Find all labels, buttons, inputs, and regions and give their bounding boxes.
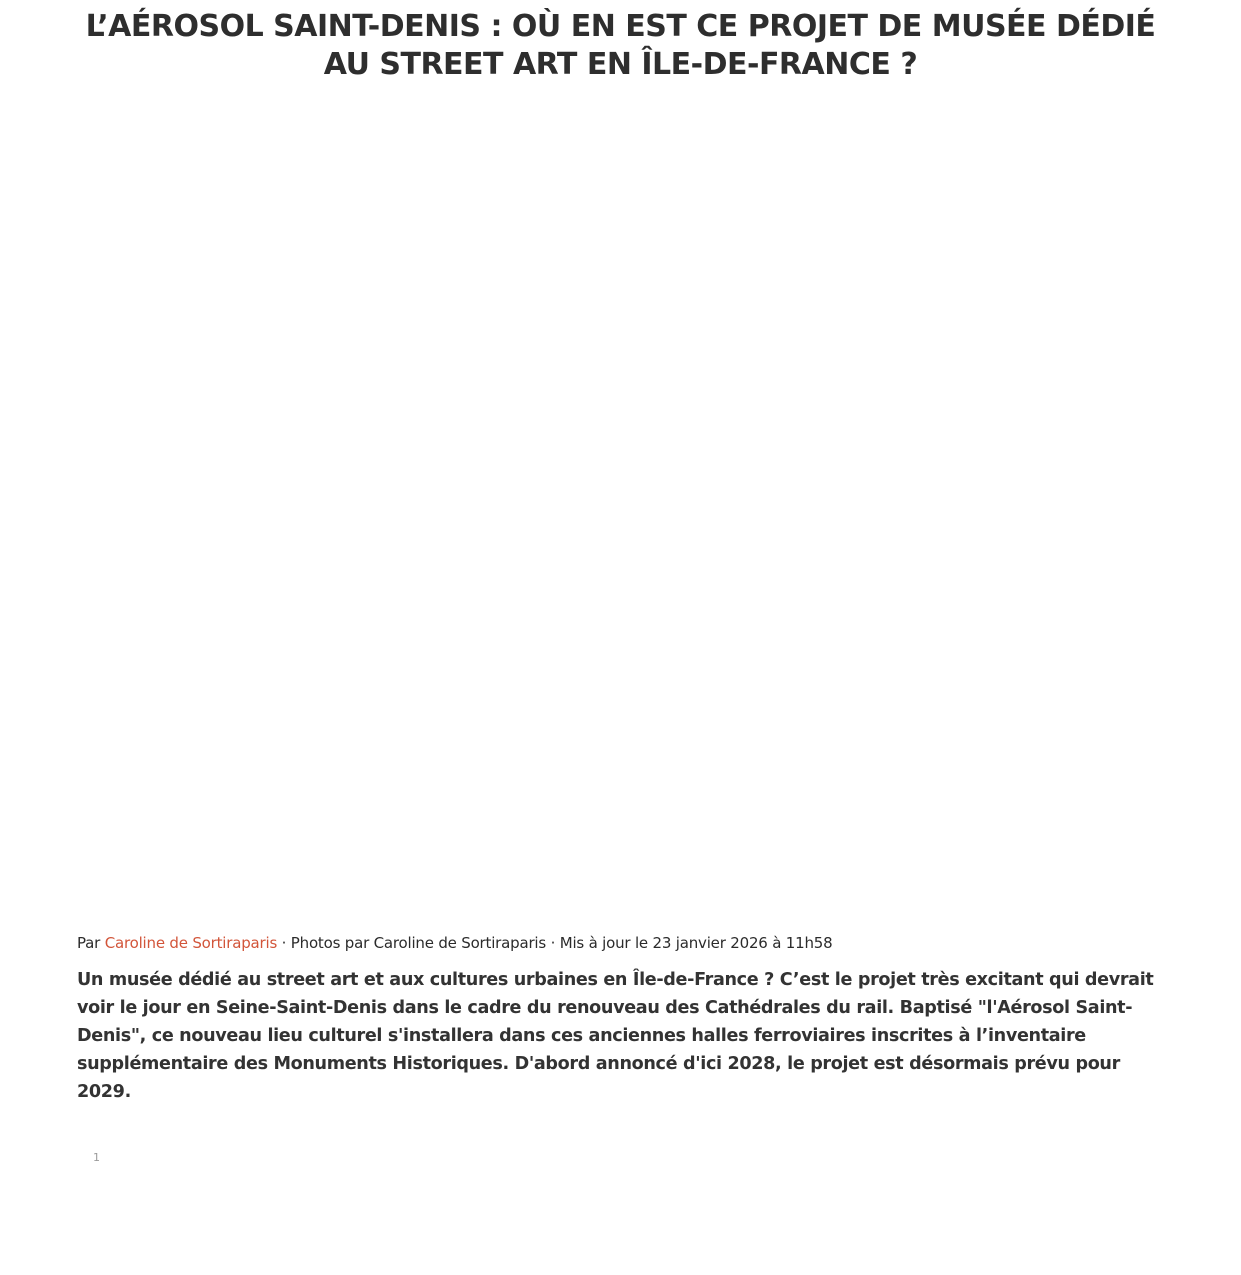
author-link[interactable]: Caroline de Sortiraparis [104, 934, 278, 952]
article-byline [77, 932, 1167, 954]
hero-image [77, 110, 1164, 910]
byline-separator: · [277, 934, 291, 952]
article-title: L’AÉROSOL SAINT-DENIS : OÙ EN EST CE PROJET DE MUSÉE DÉDIÉ AU STREET ART EN ÎLE-DE-FRANCE ? [85, 9, 1156, 82]
article-lead: Un musée dédié au street art et aux cultures urbaines en Île-de-France ? C’est le projet très excitant qui devrait voir le jour en Seine-Saint-Denis dans le cadre du renouveau des Cathédrales du rail. Baptisé "l'Aérosol Saint-Denis", ce nouveau lieu culturel s'installera dans ces anciennes halles ferroviaires inscrites à l’inventaire supplémentaire des Monuments Historiques. D'abord annoncé d'ici 2028, le projet est désormais prévu pour 2029. [77, 970, 1154, 1102]
byline-separator: · [546, 934, 560, 952]
updated-date: Mis à jour le 23 janvier 2026 à 11h58 [559, 934, 833, 952]
page-marker: 1 [93, 1151, 100, 1164]
byline-prefix: Par [77, 934, 105, 952]
photo-credit: Photos par Caroline de Sortiraparis [290, 934, 546, 952]
